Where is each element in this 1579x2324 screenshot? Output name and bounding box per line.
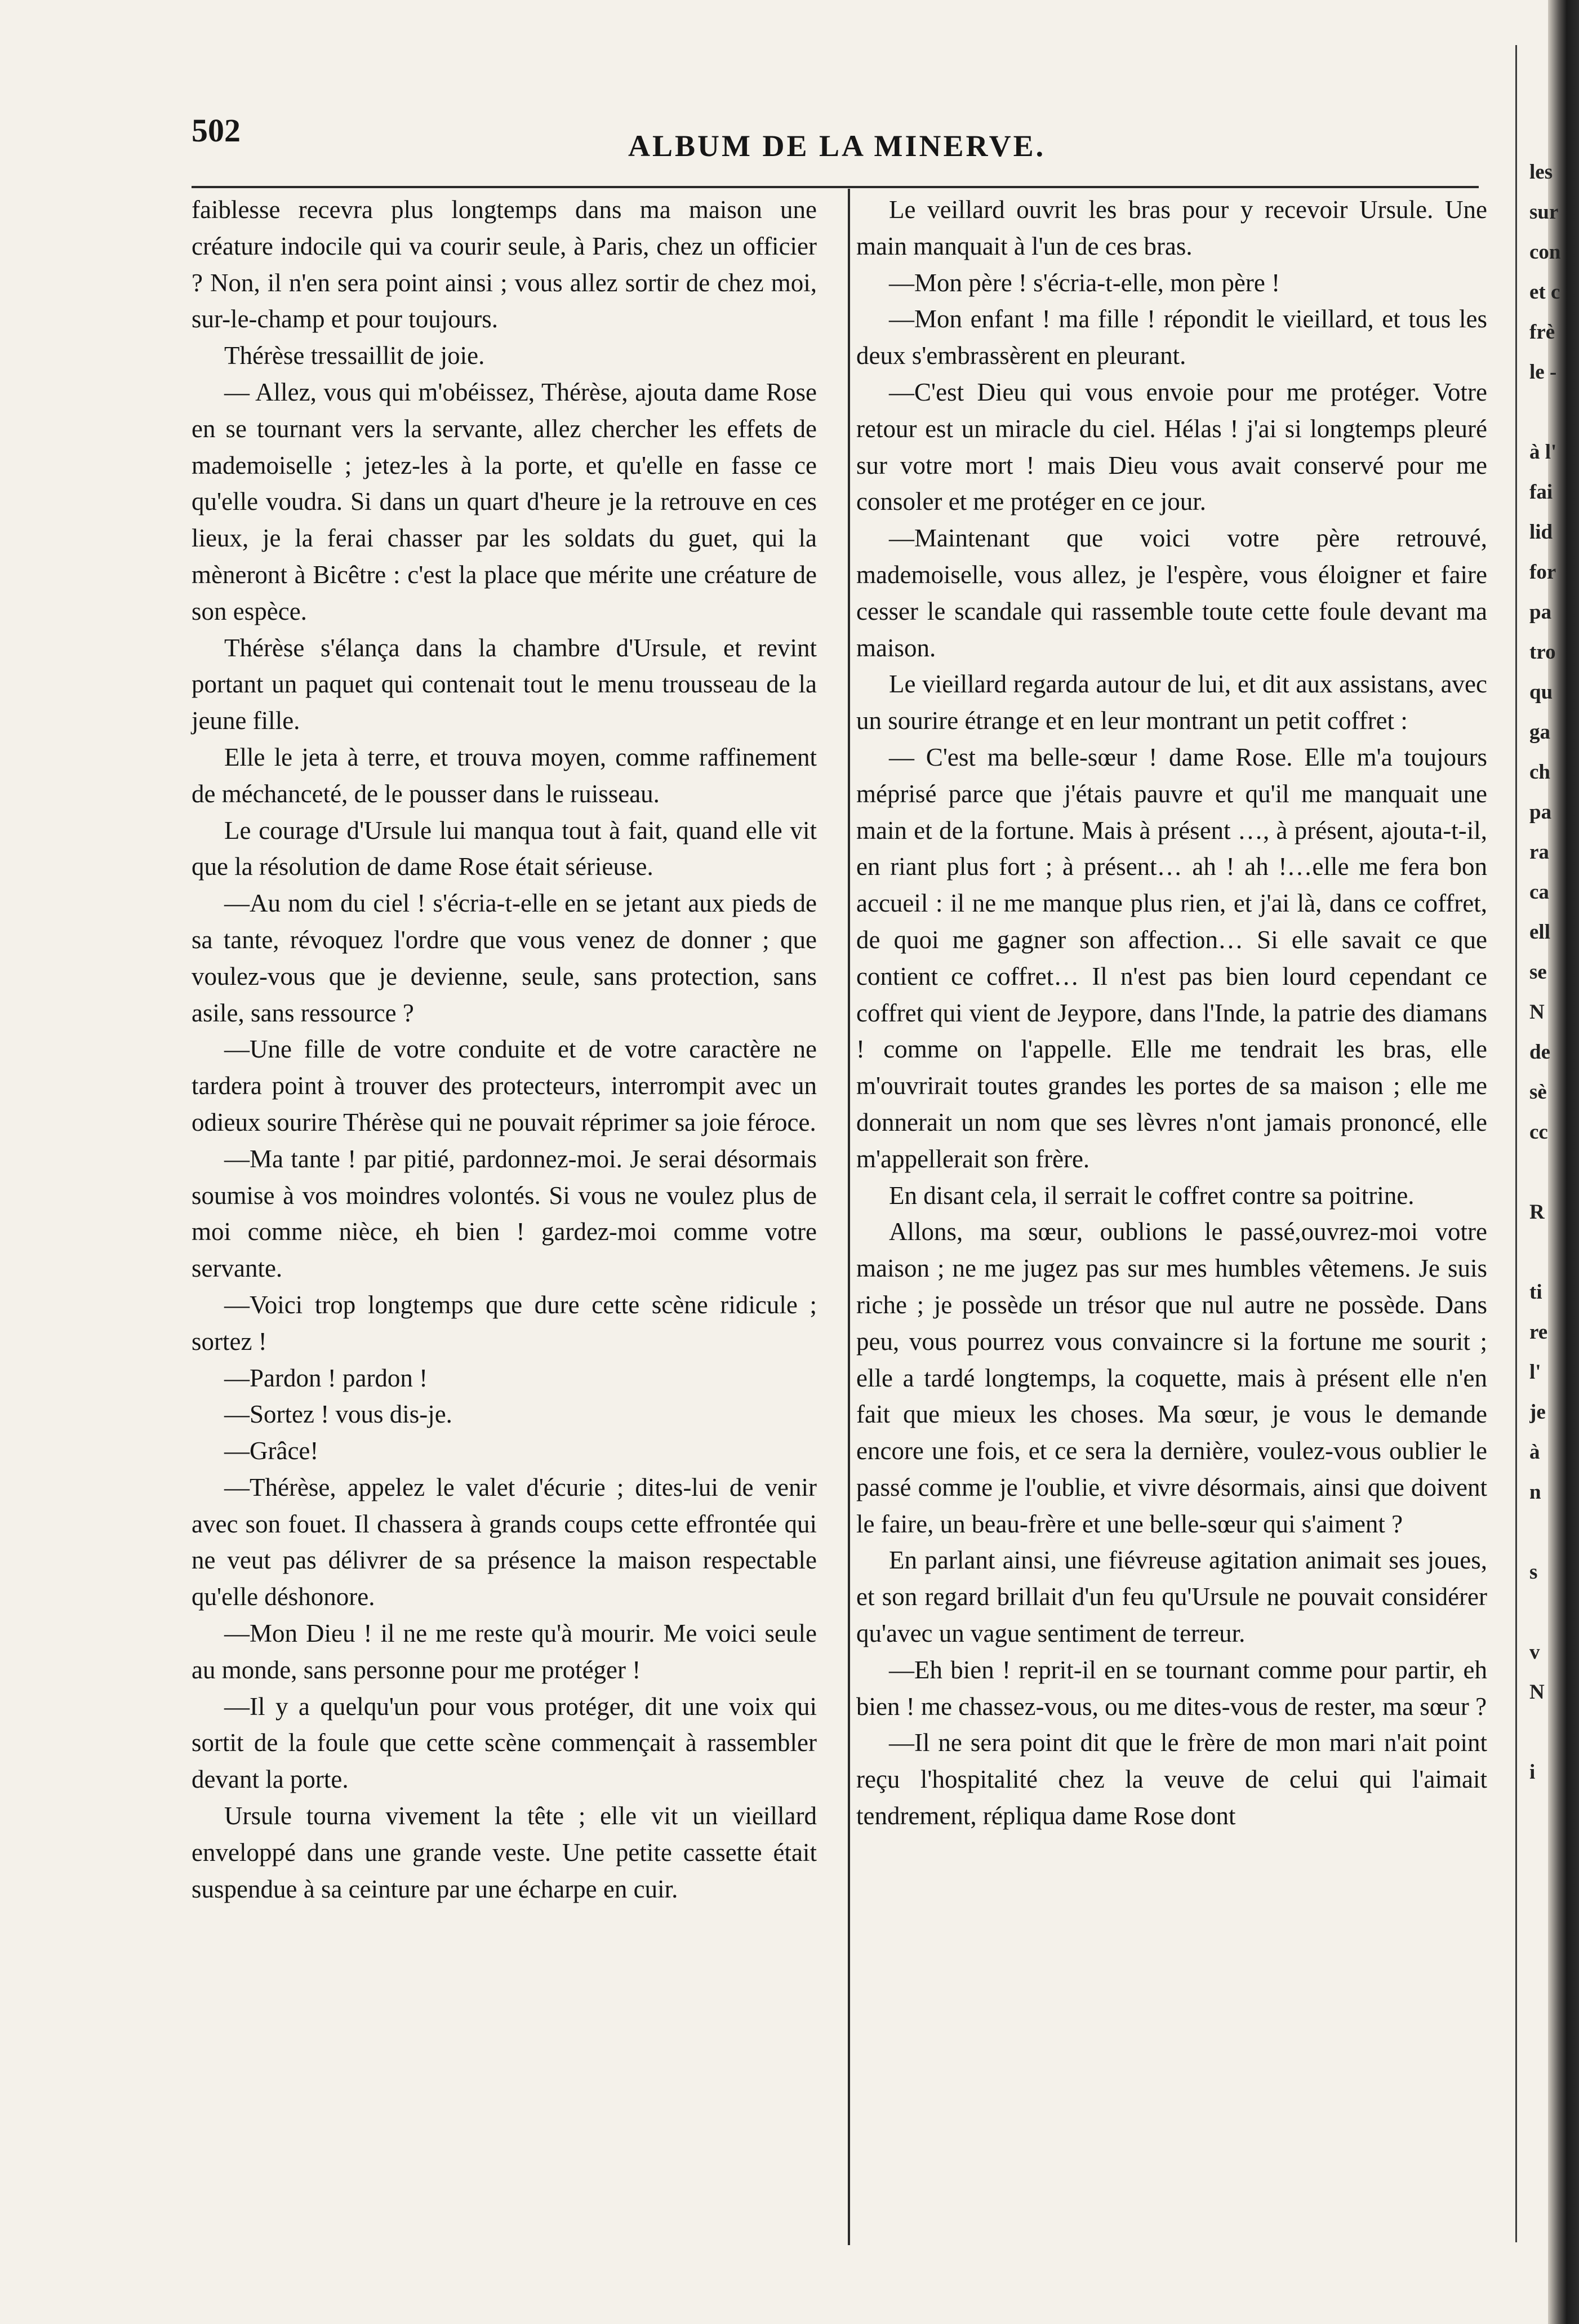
paragraph: —Pardon ! pardon ! bbox=[224, 1363, 428, 1392]
gutter-rule-right bbox=[1515, 45, 1517, 2242]
neighbor-fragment: pa bbox=[1529, 601, 1552, 624]
paragraph: Le veillard ouvrit les bras pour y recevoir Ursule. Une main manquait à l'un de ces bras. bbox=[856, 195, 1487, 260]
paragraph: Allons, ma sœur, oublions le passé,ouvrez-moi votre maison ; ne me jugez pas sur mes humbles vêtemens. Je suis riche ; je possède un trésor que nul autre ne possède. Dans peu, vous pourrez vous convaincre si la fortune me sourit ; elle a tardé longtemps, la coquette, mais à présent elle n'en fait que mieux les choses. Ma sœur, je vous le demande encore une fois, et ce sera la dernière, voulez-vous oublier le passé comme je l'oublie, et vivre désormais, ainsi que doivent le faire, un beau-frère et une belle-sœur qui s'aiment ? bbox=[856, 1217, 1487, 1538]
paragraph: —Il y a quelqu'un pour vous protéger, dit une voix qui sortit de la foule que cette scène commençait à rassembler devant la porte. bbox=[192, 1692, 817, 1794]
neighbor-fragment: v bbox=[1529, 1641, 1540, 1664]
paragraph: —Mon Dieu ! il ne me reste qu'à mourir. Me voici seule au monde, sans personne pour me protéger ! bbox=[192, 1619, 817, 1684]
neighbor-fragment: ga bbox=[1529, 721, 1550, 744]
neighbor-fragment: R bbox=[1529, 1201, 1545, 1224]
neighbor-fragment: sè bbox=[1529, 1081, 1547, 1104]
paragraph: —Maintenant que voici votre père retrouvé, mademoiselle, vous allez, je l'espère, vous éloigner et faire cesser le scandale qui rassemble toute cette foule devant ma maison. bbox=[856, 524, 1487, 662]
neighbor-fragment: de bbox=[1529, 1041, 1550, 1064]
paragraph: —Il ne sera point dit que le frère de mon mari n'ait point reçu l'hospitalité chez la veuve de celui qui l'aimait tendrement, répliqua dame Rose dont bbox=[856, 1728, 1487, 1830]
neighbor-fragment: N bbox=[1529, 1001, 1545, 1024]
paragraph: Le courage d'Ursule lui manqua tout à fait, quand elle vit que la résolution de dame Rose était sérieuse. bbox=[192, 816, 817, 881]
paragraph: —Au nom du ciel ! s'écria-t-elle en se jetant aux pieds de sa tante, révoquez l'ordre que vous venez de donner ; que voulez-vous que je devienne, seule, sans protection, sans asile, sans ressource ? bbox=[192, 889, 817, 1027]
neighbor-fragment: re bbox=[1529, 1321, 1548, 1344]
neighbor-fragment: i bbox=[1529, 1761, 1536, 1784]
neighbor-fragment: s bbox=[1529, 1561, 1538, 1584]
paragraph: En parlant ainsi, une fiévreuse agitation animait ses joues, et son regard brillait d'un feu qu'Ursule ne pouvait considérer qu'avec un vague sentiment de terreur. bbox=[856, 1546, 1487, 1648]
paragraph: —C'est Dieu qui vous envoie pour me protéger. Votre retour est un miracle du ciel. Hélas ! j'ai si longtemps pleuré sur votre mort ! mais Dieu vous avait conservé pour me consoler et me protéger en ce jour. bbox=[856, 377, 1487, 516]
neighbor-fragment: ch bbox=[1529, 761, 1550, 784]
column-divider bbox=[848, 189, 850, 2245]
neighbor-fragment: et c bbox=[1529, 281, 1560, 304]
neighbor-fragment: sur bbox=[1529, 201, 1559, 224]
neighbor-fragment: ell bbox=[1529, 921, 1550, 944]
neighbor-fragment: ca bbox=[1529, 881, 1549, 904]
paragraph: —Une fille de votre conduite et de votre caractère ne tardera point à trouver des protecteurs, interrompit avec un odieux sourire Thérèse qui ne pouvait réprimer sa joie féroce. bbox=[192, 1035, 817, 1136]
running-title: ALBUM DE LA MINERVE. bbox=[628, 129, 1046, 163]
paragraph: Ursule tourna vivement la tête ; elle vit un vieillard enveloppé dans une grande veste. Une petite cassette était suspendue à sa ceinture par une écharpe en cuir. bbox=[192, 1802, 817, 1903]
paragraph: Le vieillard regarda autour de lui, et dit aux assistans, avec un sourire étrange et en leur montrant un petit coffret : bbox=[856, 670, 1487, 735]
neighbor-fragment: l' bbox=[1529, 1361, 1541, 1384]
left-column bbox=[192, 192, 817, 1907]
paragraph: faiblesse recevra plus longtemps dans ma maison une créature indocile qui va courir seule, à Paris, chez un officier ? Non, il n'en sera point ainsi ; vous allez sortir de chez moi, sur-le-champ et pour toujours. bbox=[192, 195, 817, 334]
paragraph: Thérèse s'élança dans la chambre d'Ursule, et revint portant un paquet qui contenait tout le menu trousseau de la jeune fille. bbox=[192, 633, 817, 735]
neighbor-fragment: ra bbox=[1529, 841, 1549, 864]
neighbor-fragment: se bbox=[1529, 961, 1547, 984]
paragraph: —Thérèse, appelez le valet d'écurie ; dites-lui de venir avec son fouet. Il chassera à grands coups cette effrontée qui ne veut pas délivrer de sa présence la maison respectable qu'elle déshonore. bbox=[192, 1473, 817, 1611]
page-number: 502 bbox=[192, 112, 241, 149]
paragraph: —Sortez ! vous dis-je. bbox=[224, 1400, 452, 1429]
neighbor-fragment: con bbox=[1529, 241, 1561, 264]
neighbor-fragment: for bbox=[1529, 561, 1556, 584]
paragraph: —Voici trop longtemps que dure cette scène ridicule ; sortez ! bbox=[192, 1290, 817, 1356]
neighbor-fragment bbox=[1529, 1232, 1579, 1272]
paragraph: — Allez, vous qui m'obéissez, Thérèse, ajouta dame Rose en se tournant vers la servante, allez chercher les effets de mademoiselle ; jetez-les à la porte, et qu'elle en fasse ce qu'elle voudra. Si dans un quart d'heure je la retrouve en ces lieux, je la ferai chasser par les soldats du guet, qui la mèneront à Bicêtre : c'est la place que mérite une créature de son espèce. bbox=[192, 377, 817, 625]
paragraph: En disant cela, il serrait le coffret contre sa poitrine. bbox=[889, 1181, 1415, 1210]
neighbor-fragment: tro bbox=[1529, 641, 1556, 664]
neighbor-fragment: les bbox=[1529, 161, 1553, 184]
neighbor-fragment: lid bbox=[1529, 521, 1553, 544]
right-column bbox=[856, 192, 1487, 1834]
paragraph: — C'est ma belle-sœur ! dame Rose. Elle m'a toujours méprisé parce que j'étais pauvre et qu'il me manquait une main et de la fortune. Mais à présent …, à présent, ajouta-t-il, en riant plus fort ; à présent… ah ! ah !…elle me fera bon accueil : il ne me manque plus rien, et j'ai là, dans ce coffret, de quoi me gagner son affection… Si elle savait ce que contient ce coffret… Il n'est pas bien lourd cependant ce coffret qui vient de Jeypore, dans l'Inde, la patrie des diamans ! comme on l'appelle. Elle me tendrait les bras, elle m'ouvrirait toutes grandes les portes de sa maison ; elle me donnerait un nom que ses lèvres n'ont jamais prononcé, elle m'appellerait son frère. bbox=[856, 743, 1487, 1173]
neighbor-fragment bbox=[1529, 1152, 1579, 1192]
neighbor-fragment: cc bbox=[1529, 1121, 1548, 1144]
neighbor-fragment bbox=[1529, 1512, 1579, 1552]
header-rule bbox=[192, 186, 1479, 188]
neighbor-page-fragments bbox=[1529, 152, 1579, 2124]
paragraph: Thérèse tressaillit de joie. bbox=[224, 341, 485, 370]
neighbor-fragment: à l' bbox=[1529, 441, 1557, 464]
neighbor-fragment: qu bbox=[1529, 681, 1553, 704]
paragraph: —Grâce! bbox=[224, 1437, 319, 1465]
neighbor-fragment bbox=[1529, 1592, 1579, 1632]
neighbor-fragment: pa bbox=[1529, 801, 1552, 824]
paragraph: —Eh bien ! reprit-il en se tournant comme pour partir, eh bien ! me chassez-vous, ou me dites-vous de rester, ma sœur ? bbox=[856, 1655, 1487, 1721]
neighbor-fragment: N bbox=[1529, 1681, 1545, 1704]
paragraph: —Ma tante ! par pitié, pardonnez-moi. Je serai désormais soumise à vos moindres volontés. Si vous ne voulez plus de moi comme nièce, eh bien ! gardez-moi comme votre servante. bbox=[192, 1144, 817, 1283]
neighbor-fragment: n bbox=[1529, 1481, 1541, 1504]
paragraph: Elle le jeta à terre, et trouva moyen, comme raffinement de méchanceté, de le pousser dans le ruisseau. bbox=[192, 743, 817, 808]
neighbor-fragment: frè bbox=[1529, 321, 1555, 344]
neighbor-fragment bbox=[1529, 392, 1579, 432]
neighbor-fragment: le - bbox=[1529, 361, 1557, 384]
neighbor-fragment: je bbox=[1529, 1401, 1546, 1424]
neighbor-fragment: à bbox=[1529, 1441, 1540, 1464]
neighbor-fragment: fai bbox=[1529, 481, 1553, 504]
neighbor-fragment: ti bbox=[1529, 1281, 1542, 1304]
neighbor-fragment bbox=[1529, 1712, 1579, 1752]
paragraph: —Mon enfant ! ma fille ! répondit le vieillard, et tous les deux s'embrassèrent en pleurant. bbox=[856, 305, 1487, 370]
paragraph: —Mon père ! s'écria-t-elle, mon père ! bbox=[889, 268, 1280, 297]
